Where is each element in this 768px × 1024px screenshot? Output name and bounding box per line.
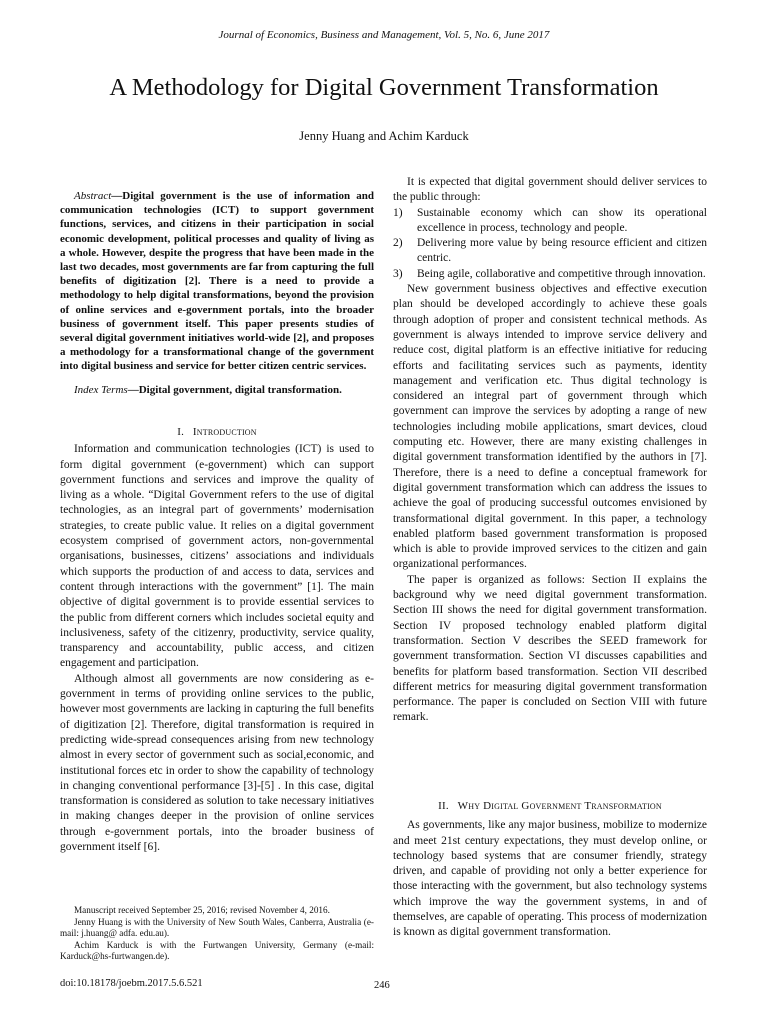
list-item-number: 3) xyxy=(393,267,403,280)
list-item-text: Sustainable economy which can show its operational excellence in process, technology and people. xyxy=(417,206,707,234)
section-2-number: II. xyxy=(438,800,449,812)
section-1-paragraph-1: Information and communication technologies (ICT) is used to form digital government (e-government) which can support government functions and services and improve the quality of living as a whole. “Digital Government refers to the use of digital technologies, as an integral part of governments’ modernisation strategies, to create public value. It relies on a digital government ecosystem comprised of government actors, non-governmental organisations, businesses, citizens’ associations and individuals which supports the production of and access to data, services and content through interactions with the government” [1]. The main objective of digital government is to provide essential services to the public from different corners which includes societal equity and inclusiveness, safety of the citizenry, productivity, service quality, transparency and accountability, public access, and citizen engagement and participation. xyxy=(60,443,374,670)
list-item xyxy=(393,267,707,282)
right-paragraph-2: New government business objectives and effective execution plan should be developed accordingly to achieve these goals through adoption of proper and consistent technical methods. As government is always intended to improve service delivery and reduce cost, digital platform is an effective initiative for reducing efforts and facilitating services such as payments, identity management and verification etc. Thus digital technology is considered an integral part of government through which government can improve the services by adopting a range of new technologies including mobile applications, smart devices, cloud computing etc. However, there are many existing challenges in digital government transformation identified by the authors in [7]. Therefore, there is a need to define a conceptual framework for digital government transformation which can address the issues to achieve the goal of producing successful outcomes envisioned by transformational digital government. In this paper, a technology enabled platform based government transformation is proposed which is able to provide improved services to the citizen and gain organizational performances. xyxy=(393,283,707,571)
right-intro-paragraph: It is expected that digital government should deliver services to the public through: xyxy=(393,176,707,204)
list-item-text: Being agile, collaborative and competitive through innovation. xyxy=(417,267,706,280)
list-item-number: 1) xyxy=(393,206,403,219)
index-terms-paragraph xyxy=(60,383,374,397)
footnote-author-2: Achim Karduck is with the Furtwangen University, Germany (e-mail: Karduck@hs-furtwangen.de). xyxy=(60,939,374,962)
index-terms-text: —Digital government, digital transformation. xyxy=(127,384,342,396)
section-1-title: Introduction xyxy=(192,426,257,438)
index-terms-label: Index Terms xyxy=(74,384,128,396)
section-2-paragraph-1: As governments, like any major business, mobilize to modernize and meet 21st century expectations, they must develop online, or technology based systems that are consumer friendly, strategy driven, and capable of providing not only a better experience for those interacting with the government, but also technology systems which improve the way the government systems, in and of themselves, are capable of operating. This process of modernization is known as digital government transformation. xyxy=(393,819,707,939)
abstract-label: Abstract xyxy=(74,190,112,202)
right-column-block xyxy=(393,175,707,726)
index-terms-block xyxy=(60,383,374,397)
abstract-block xyxy=(60,189,374,374)
objectives-list xyxy=(393,206,707,282)
footnotes-block xyxy=(60,905,374,963)
paper-title: A Methodology for Digital Government Transformation xyxy=(109,74,659,101)
journal-header: Journal of Economics, Business and Management, Vol. 5, No. 6, June 2017 xyxy=(218,29,550,41)
right-paragraph-3: The paper is organized as follows: Section II explains the background why we need digital government transformation. Section III shows the need for digital government transformation. Section IV proposed technology enabled platform digital transformation. Section V describes the SEED framework for government transformation. Section VI discusses capabilities and benefits for platform based transformation. Section VII described different metrics for measuring digital government transformation performance. The paper is concluded on Section VIII with future remark. xyxy=(393,573,707,724)
section-1-heading xyxy=(60,425,374,440)
list-item xyxy=(393,236,707,267)
list-item-text: Delivering more value by being resource efficient and citizen centric. xyxy=(417,237,707,265)
list-item xyxy=(393,206,707,237)
paper-authors: Jenny Huang and Achim Karduck xyxy=(299,129,469,143)
footnote-author-1: Jenny Huang is with the University of New South Wales, Canberra, Australia (e-mail: j.huang@ adfa. edu.au). xyxy=(60,916,374,939)
abstract-text: —Digital government is the use of information and communication technologies (ICT) to support government functions, services, and citizens in their participation in social economic development, political processes and quality of living as a whole. However, despite the progress that have been made in the last two decades, most governments are far from capturing the full benefits of digitization [2]. There is a need to provide a methodology to help digital transformations, beyond the provision of online services and e-government portals, into the broader business of government itself. This paper presents studies of several digital government initiatives world-wide [2], and proposes a methodology for a transformational change of the government into digital business and service for better citizen centric services. xyxy=(60,190,374,373)
section-2-block xyxy=(393,799,707,941)
page-number: 246 xyxy=(374,980,390,991)
list-item-number: 2) xyxy=(393,237,403,250)
section-2-heading xyxy=(393,799,707,814)
section-1-paragraph-2: Although almost all governments are now considering as e-government in terms of providing online services to the public, however most governments are lacking in capturing the full benefits of digitization [2]. Therefore, digital transformation is required in predicting wide-spread consequences arising from new technology almost in every sector of government such as social,economic, and institutional forces etc in order to show the capability of technology in changing conventional performance [3]-[5] . In this case, digital transformation is considered as solution to take necessary initiatives in making changes deeper in the provision of online services through e-government portals, into the broader business of government itself [6]. xyxy=(60,672,374,854)
footnote-received: Manuscript received September 25, 2016; revised November 4, 2016. xyxy=(74,905,330,915)
doi-footer: doi:10.18178/joebm.2017.5.6.521 xyxy=(60,978,203,989)
section-1-number: I. xyxy=(177,426,185,438)
section-2-title: Why Digital Government Transformation xyxy=(457,800,662,812)
abstract-paragraph xyxy=(60,189,374,374)
section-1-block xyxy=(60,425,374,855)
